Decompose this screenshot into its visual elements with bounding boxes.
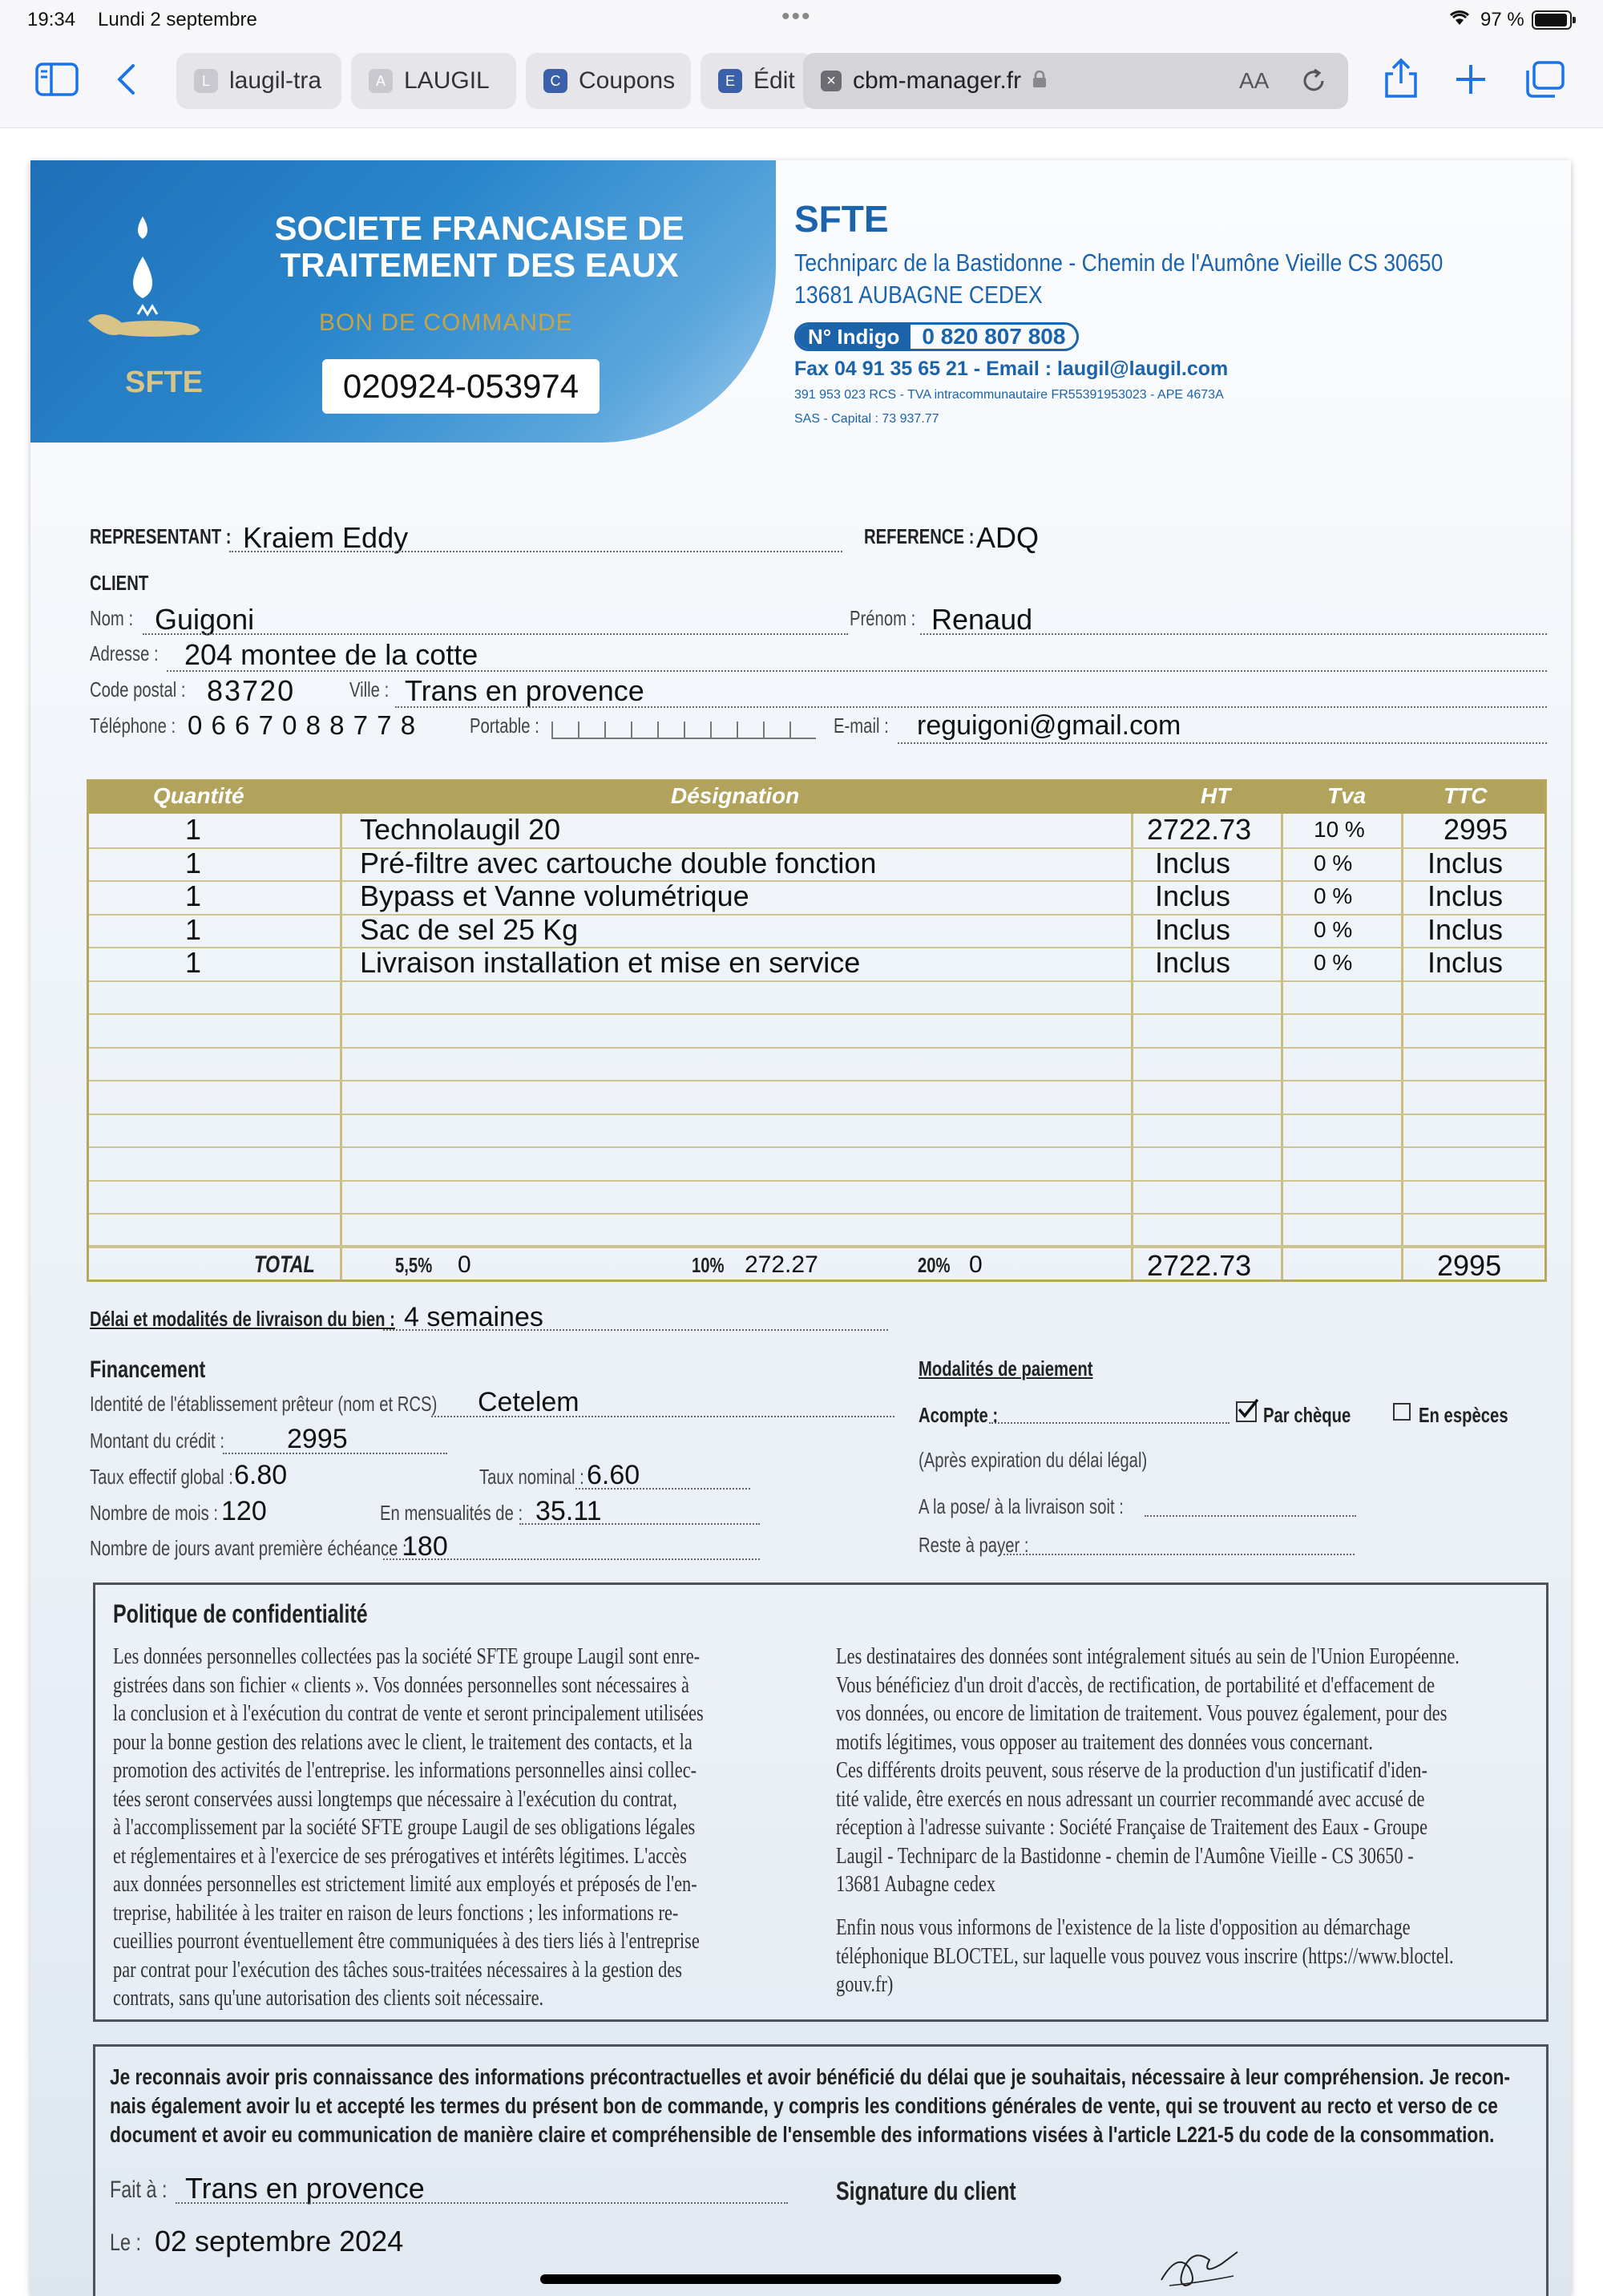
especes-checkbox[interactable]	[1393, 1403, 1411, 1421]
total-label: TOTAL	[254, 1251, 315, 1278]
days-value: 180	[402, 1531, 448, 1562]
ville-value: Trans en provence	[405, 674, 644, 707]
table-cell-ttc: Inclus	[1427, 946, 1504, 979]
tab-favicon: C	[543, 69, 567, 93]
adresse-line	[167, 670, 1547, 672]
tab-label: laugil-tra	[229, 67, 322, 94]
company-capital: SAS - Capital : 73 937.77	[794, 412, 939, 426]
nom-label: Nom :	[90, 606, 134, 630]
adresse-label: Adresse :	[90, 641, 159, 665]
amount-value: 2995	[287, 1424, 348, 1454]
privacy-box	[93, 1583, 1548, 2022]
privacy-left-text: Les données personnelles collectées pas la société SFTE groupe Laugil sont enre- gistrées dans son fichier « clients ». Vos données personnelles sont nécessaires à la conclusion et à l'exécution du contrat de vente et seront principalement utilisées pour la bonne gestion des relations avec le client, le traitement des contacts, et la promotion des activités de l'entreprise. les informations personnelles ainsi collec- tées seront conservées aussi longtemps que nécessaire à l'exécution du contrat, à l'accomplissement par la société SFTE groupe Laugil de ses obligations légales et réglementaires et à l'exercice de ses prérogatives et intérêts légitimes. L'accès aux données personnelles est strictement limité aux employés et préposés de l'en- treprise, habilitée à les traiter en raison de leurs fonctions ; les informations re- cueillies pourront éventuellement être communiquées à des tiers liés à l'entreprise par contrat pour l'exécution des tâches sous-traitées nécessaires à la gestion des contrats, sans qu'une autorisation des clients soit nécessaire.	[113, 1644, 704, 2011]
address-domain: cbm-manager.fr	[853, 67, 1022, 94]
acompte-label: Acompte :	[919, 1403, 999, 1427]
company-name: SFTE	[794, 198, 889, 240]
row-line	[89, 880, 1544, 882]
multitask-dots-icon[interactable]: •••	[781, 3, 812, 30]
table-cell-tva: 0 %	[1314, 883, 1353, 908]
consent-box	[93, 2044, 1548, 2296]
email-label: E-mail :	[834, 713, 889, 738]
cheque-checkbox[interactable]	[1236, 1401, 1257, 1422]
table-cell-ht: Inclus	[1155, 946, 1231, 979]
reste-line	[1003, 1554, 1355, 1555]
cp-label: Code postal :	[90, 677, 186, 701]
banner-subtitle: BON DE COMMANDE	[319, 309, 573, 336]
fait-label: Fait à :	[110, 2177, 168, 2203]
table-cell-qty: 1	[185, 946, 202, 979]
checkmark-icon	[1236, 1398, 1258, 1421]
delivery-label: Délai et modalités de livraison du bien :	[90, 1307, 395, 1331]
total-ht: 2722.73	[1147, 1249, 1252, 1282]
table-cell-qty: 1	[185, 846, 202, 879]
vat55-value: 0	[458, 1251, 471, 1278]
table-cell-des: Pré-filtre avec cartouche double fonction	[360, 846, 877, 879]
monthly-line	[519, 1523, 760, 1525]
indigo-label: N° Indigo	[797, 322, 911, 351]
total-divider	[89, 1245, 1544, 1247]
prenom-line	[920, 633, 1547, 635]
email-line	[898, 742, 1547, 744]
client-label: CLIENT	[90, 571, 149, 595]
reste-label: Reste à payer :	[919, 1533, 1029, 1557]
table-cell-ttc: Inclus	[1427, 846, 1504, 879]
tab-overview-icon[interactable]	[1524, 61, 1565, 103]
rep-line	[229, 551, 842, 552]
table-cell-qty: 1	[185, 879, 202, 912]
table-cell-tva: 0 %	[1314, 950, 1353, 975]
row-line	[89, 980, 1544, 982]
delivery-line	[383, 1329, 888, 1331]
months-label: Nombre de mois :	[90, 1501, 219, 1525]
table-cell-qty: 1	[185, 813, 202, 846]
table-cell-ttc: Inclus	[1427, 912, 1504, 946]
lender-value: Cetelem	[478, 1387, 579, 1417]
drop-logo-icon	[64, 208, 200, 369]
especes-label: En espèces	[1419, 1403, 1508, 1427]
le-label: Le :	[110, 2229, 142, 2256]
tab-label: LAUGIL	[404, 67, 490, 94]
table-cell-tva: 10 %	[1314, 817, 1365, 842]
pose-label: A la pose/ à la livraison soit :	[919, 1494, 1124, 1518]
status-time: 19:34	[27, 9, 76, 30]
tab-favicon: E	[718, 69, 742, 93]
table-cell-tva: 0 %	[1314, 916, 1353, 942]
teg-value: 6.80	[234, 1460, 288, 1490]
table-cell-ht: Inclus	[1155, 879, 1231, 912]
portable-field	[551, 722, 816, 739]
privacy-title: Politique de confidentialité	[113, 1599, 368, 1628]
col-ttc: TTC	[1444, 783, 1488, 808]
ref-value: ADQ	[976, 521, 1040, 554]
new-tab-icon[interactable]	[1454, 63, 1488, 102]
table-cell-des: Bypass et Vanne volumétrique	[360, 879, 749, 912]
status-bar	[0, 0, 1603, 42]
col-ht: HT	[1201, 783, 1231, 808]
pose-line	[1145, 1515, 1356, 1517]
tn-line	[575, 1488, 750, 1490]
header-banner	[30, 160, 776, 443]
signature-label: Signature du client	[836, 2177, 1016, 2205]
teg-label: Taux effectif global :	[90, 1465, 233, 1489]
financing-title: Financement	[90, 1356, 206, 1383]
row-line	[89, 1146, 1544, 1148]
status-date: Lundi 2 septembre	[98, 9, 257, 30]
cheque-label: Par chèque	[1263, 1403, 1351, 1427]
tab-favicon: L	[194, 69, 218, 93]
privacy-bloctel-text: Enfin nous vous informons de l'existence de la liste d'opposition au démarchage téléphonique BLOCTEL, sur laquelle vous pouvez vous inscrire (https://www.bloctel. gouv.fr)	[836, 1915, 1454, 1997]
payment-title: Modalités de paiement	[919, 1356, 1093, 1380]
months-value: 120	[221, 1496, 267, 1526]
prenom-label: Prénom :	[850, 606, 916, 630]
table-header	[89, 782, 1544, 814]
row-line	[89, 1080, 1544, 1081]
table-cell-des: Sac de sel 25 Kg	[360, 912, 579, 946]
row-line	[89, 1013, 1544, 1015]
table-cell-tva: 0 %	[1314, 850, 1353, 875]
battery-percent: 97 %	[1480, 9, 1524, 30]
row-line	[89, 1180, 1544, 1182]
company-fax-email: Fax 04 91 35 65 21 - Email : laugil@laugil.com	[794, 358, 1229, 380]
tab-laugil[interactable]	[351, 53, 516, 109]
indigo-badge	[794, 322, 1079, 351]
tel-value: 0 6 6 7 0 8 8 7 7 8	[188, 710, 417, 740]
order-number: 020924-053974	[322, 359, 600, 414]
home-indicator[interactable]	[540, 2274, 1061, 2284]
lock-icon	[1032, 67, 1047, 95]
monthly-label: En mensualités de :	[380, 1501, 523, 1525]
after-delay-label: (Après expiration du délai légal)	[919, 1448, 1148, 1472]
privacy-right-text: Les destinataires des données sont intégralement situés au sein de l'Union Européenne. Vous bénéficiez d'un droit d'accès, de rectification, de portabilité et d'effacement de vos données, ou encore de limitation de traitement. Vous pouvez également, pour des motifs légitimes, vous opposer au traitement des données vous concernant. Ces différents droits peuvent, sous réserve de la production d'un justificatif d'iden- tité valide, être exercés en nous adressant un courrier recommandé avec accusé de réception à l'adresse suivante : Société Française de Traitement des Eaux - Groupe Laugil - Techniparc de la Bastidonne - chemin de l'Aumône Vieille - CS 30650 - 13681 Aubagne cedex	[836, 1644, 1460, 1897]
le-value: 02 septembre 2024	[155, 2225, 404, 2258]
lender-label: Identité de l'établissement prêteur (nom et RCS)	[90, 1392, 438, 1416]
reader-aa-button[interactable]: AA	[1239, 68, 1270, 93]
days-line	[383, 1558, 760, 1560]
table-cell-ht: Inclus	[1155, 912, 1231, 946]
amount-label: Montant du crédit :	[90, 1429, 224, 1453]
vat20-label: 20%	[918, 1253, 951, 1277]
tab-label: Coupons	[579, 67, 676, 94]
vat20-value: 0	[969, 1251, 983, 1278]
acompte-line	[989, 1422, 1230, 1424]
browser-toolbar	[0, 42, 1603, 128]
sidebar-icon[interactable]	[35, 63, 79, 102]
vat10-label: 10%	[692, 1253, 725, 1277]
table-cell-des: Technolaugil 20	[360, 813, 561, 846]
table-cell-qty: 1	[185, 912, 202, 946]
logo-text: SFTE	[125, 366, 204, 399]
days-label: Nombre de jours avant première échéance :	[90, 1536, 407, 1560]
indigo-number: 0 820 807 808	[922, 324, 1066, 349]
col-designation: Désignation	[671, 783, 800, 808]
amount-line	[223, 1453, 447, 1454]
row-line	[89, 1213, 1544, 1215]
reload-icon[interactable]	[1300, 67, 1327, 101]
back-icon[interactable]	[115, 63, 136, 102]
tab-laugil-tra[interactable]	[176, 53, 341, 109]
vat55-label: 5,5%	[395, 1253, 433, 1277]
ref-label: REFERENCE :	[864, 524, 975, 548]
vat10-value: 272.27	[745, 1251, 818, 1278]
company-address-1: Techniparc de la Bastidonne - Chemin de l'Aumône Vieille CS 30650	[794, 249, 1444, 277]
company-address-2: 13681 AUBAGNE CEDEX	[794, 281, 1043, 309]
client-signature-icon	[1153, 2236, 1242, 2292]
nom-line	[143, 633, 848, 635]
consent-text: Je reconnais avoir pris connaissance des informations précontractuelles et avoir bénéficié du délai que je souhaitais, nécessaire à leur compréhension. Je recon- nais également avoir lu et accepté les termes du présent bon de commande, y compris les conditions générales de vente, qui se trouvent au recto et verso de ce document et avoir eu communication de manière claire et compréhensible de l'ensemble des informations visées à l'article L221-5 du code de la consommation.	[110, 2064, 1510, 2147]
adresse-value: 204 montee de la cotte	[184, 638, 478, 671]
share-icon[interactable]	[1383, 58, 1419, 105]
total-ttc: 2995	[1437, 1249, 1502, 1282]
email-value: reguigoni@gmail.com	[917, 710, 1181, 741]
table-cell-ttc: Inclus	[1427, 879, 1504, 912]
close-tab-icon[interactable]: ×	[821, 71, 842, 91]
prenom-value: Renaud	[931, 603, 1033, 636]
tn-value: 6.60	[587, 1460, 640, 1490]
cp-value: 83720	[207, 674, 296, 707]
table-cell-ht: 2722.73	[1147, 813, 1252, 846]
delivery-value: 4 semaines	[404, 1302, 543, 1332]
lender-line	[431, 1416, 894, 1417]
col-qty: Quantité	[153, 783, 244, 808]
tab-coupons[interactable]	[526, 53, 691, 109]
tab-edit[interactable]	[701, 53, 813, 109]
row-line	[89, 1047, 1544, 1049]
items-table	[87, 779, 1547, 1282]
row-line	[89, 1114, 1544, 1115]
tn-label: Taux nominal :	[479, 1465, 584, 1489]
battery-icon	[1532, 10, 1572, 30]
wifi-icon	[1448, 7, 1472, 32]
rep-value: Kraiem Eddy	[243, 521, 409, 554]
address-bar[interactable]	[803, 53, 1348, 109]
row-line	[89, 914, 1544, 916]
banner-title: SOCIETE FRANCAISE DE TRAITEMENT DES EAUX	[274, 209, 684, 284]
table-cell-ttc: 2995	[1444, 813, 1508, 846]
fait-line	[176, 2202, 788, 2204]
tab-favicon: A	[369, 69, 393, 93]
rep-label: REPRESENTANT :	[90, 524, 232, 548]
order-form-document	[30, 160, 1571, 2296]
portable-label: Portable :	[470, 713, 539, 738]
nom-value: Guigoni	[155, 603, 255, 636]
col-tva: Tva	[1327, 783, 1367, 808]
tab-label: Édit	[753, 67, 795, 94]
table-cell-des: Livraison installation et mise en service	[360, 946, 861, 979]
monthly-value: 35.11	[535, 1496, 602, 1526]
fait-value: Trans en provence	[185, 2172, 425, 2205]
table-cell-ht: Inclus	[1155, 846, 1231, 879]
ville-label: Ville :	[349, 677, 390, 701]
company-rcs: 391 953 023 RCS - TVA intracommunautaire FR55391953023 - APE 4673A	[794, 388, 1224, 402]
tel-label: Téléphone :	[90, 713, 176, 738]
ville-line	[395, 706, 1547, 708]
